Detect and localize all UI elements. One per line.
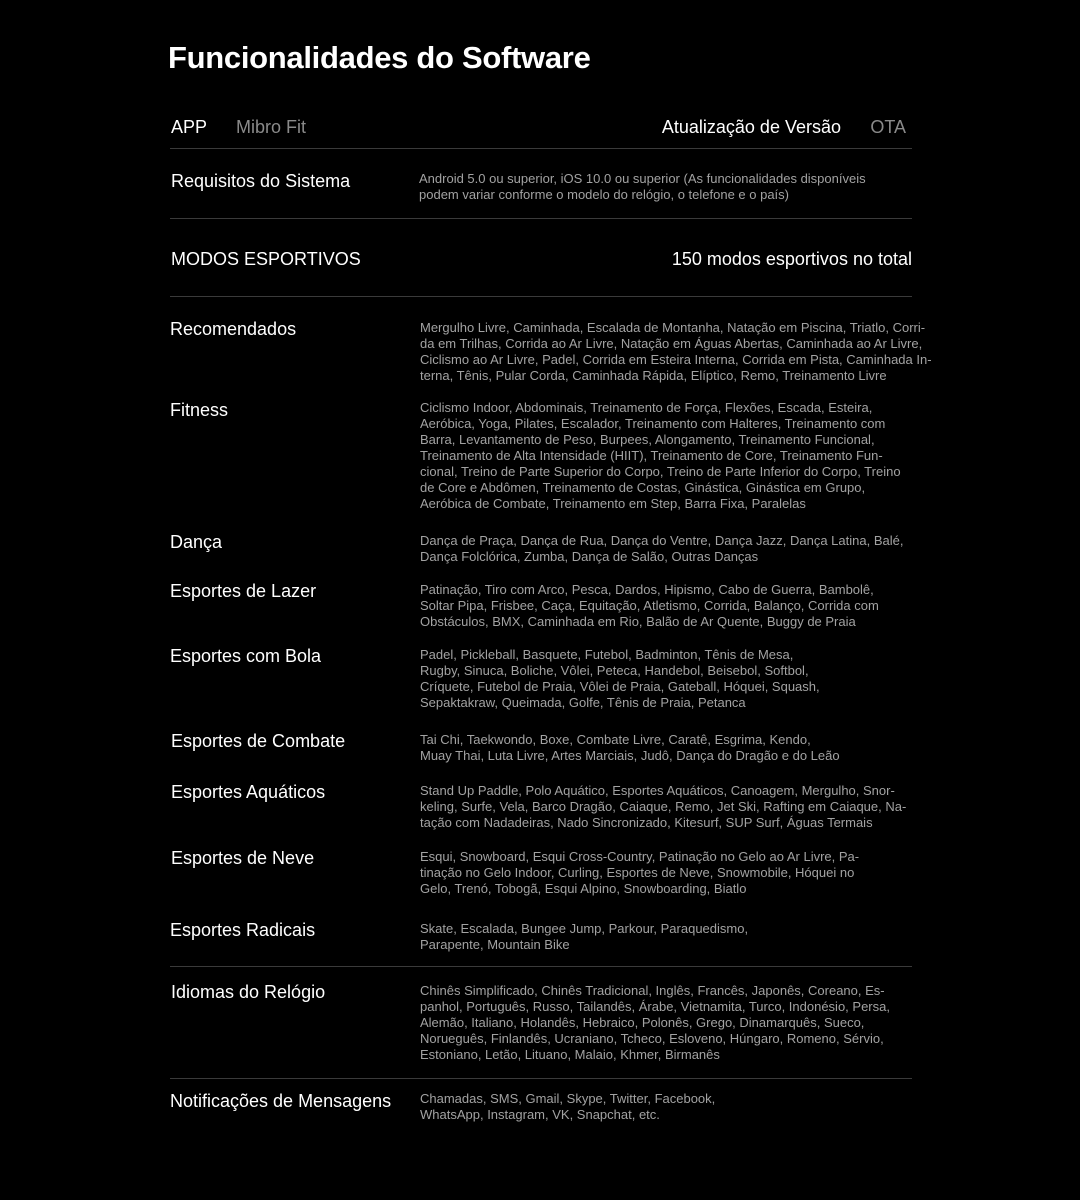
system-requirements-label: Requisitos do Sistema [171,171,351,191]
category-name-lazer: Esportes de Lazer [170,581,317,601]
divider [170,296,912,297]
languages-value: Chinês Simplificado, Chinês Tradicional, Inglês, Francês, Japonês, Coreano, Es- panhol, Português, Russo, Tailandês, Árabe, Vietnamita, Turco, Indonésio, Persa, Alemão, Italiano, Holandês, Hebraico, Polonês, Grego, Dinamarquês, Sueco, Norueguês, Finlandês, Ucraniano, Tcheco, Esloveno, Húngaro, Romeno, Sérvio, Estoniano, Letão, Lituano, Malaio, Khmer, Birmanês [420,983,890,1062]
category-items-lazer: Patinação, Tiro com Arco, Pesca, Dardos, Hipismo, Cabo de Guerra, Bambolê, Soltar Pipa, Frisbee, Caça, Equitação, Atletismo, Corrida, Balanço, Corrida com Obstáculos, BMX, Caminhada em Rio, Balão de Ar Quente, Buggy de Praia [420,582,879,629]
app-name: Mibro Fit [236,117,307,137]
category-items-neve: Esqui, Snowboard, Esqui Cross-Country, Patinação no Gelo ao Ar Livre, Pa- tinação no Gelo Indoor, Curling, Esportes de Neve, Snowmobile, Hóquei no Gelo, Trenó, Tobogã, Esqui Alpino, Snowboarding, Biatlo [420,849,860,896]
category-items-aquaticos: Stand Up Paddle, Polo Aquático, Esportes Aquáticos, Canoagem, Mergulho, Snor- keling, Surfe, Vela, Barco Dragão, Caiaque, Remo, Jet Ski, Rafting em Caiaque, Na- tação com Nadadeiras, Nado Sincronizado, Kitesurf, SUP Surf, Águas Termais [420,783,907,830]
category-name-bola: Esportes com Bola [170,646,322,666]
category-name-danca: Dança [170,532,223,552]
notifications-value: Chamadas, SMS, Gmail, Skype, Twitter, Facebook, WhatsApp, Instagram, VK, Snapchat, etc. [420,1091,716,1122]
version-update-value: OTA [870,117,906,137]
app-label: APP [171,117,208,137]
page-title: Funcionalidades do Software [168,40,591,75]
divider [170,1078,912,1079]
sport-modes-label: MODOS ESPORTIVOS [171,249,361,269]
category-name-fitness: Fitness [170,400,229,420]
languages-label: Idiomas do Relógio [171,982,326,1002]
category-name-recomendados: Recomendados [170,319,297,339]
sport-modes-total: 150 modos esportivos no total [671,249,912,269]
category-items-bola: Padel, Pickleball, Basquete, Futebol, Badminton, Tênis de Mesa, Rugby, Sinuca, Boliche, Vôlei, Peteca, Handebol, Beisebol, Softbol, Críquete, Futebol de Praia, Vôlei de Praia, Gateball, Hóquei, Squash, Sepaktakraw, Queimada, Golfe, Tênis de Praia, Petanca [420,647,820,710]
category-items-radicais: Skate, Escalada, Bungee Jump, Parkour, Paraquedismo, Parapente, Mountain Bike [420,921,749,952]
category-items-danca: Dança de Praça, Dança de Rua, Dança do Ventre, Dança Jazz, Dança Latina, Balé, Dança Folclórica, Zumba, Dança de Salão, Outras Danças [420,533,904,564]
divider [170,148,912,149]
divider [170,966,912,967]
notifications-label: Notificações de Mensagens [170,1091,392,1111]
version-update-label: Atualização de Versão [661,117,841,137]
category-name-aquaticos: Esportes Aquáticos [171,782,326,802]
category-name-neve: Esportes de Neve [171,848,315,868]
category-items-fitness: Ciclismo Indoor, Abdominais, Treinamento de Força, Flexões, Escada, Esteira, Aeróbica, Yoga, Pilates, Escalador, Treinamento com Halteres, Treinamento com Barra, Levantamento de Peso, Burpees, Alongamento, Treinamento Funcional, Treinamento de Alta Intensidade (HIIT), Treinamento de Core, Treinamento Fun- cional, Treino de Parte Superior do Corpo, Treino de Parte Inferior do Corpo, Treino de Core e Abdômen, Treinamento de Costas, Ginástica, Ginástica em Grupo, Aeróbica de Combate, Treinamento em Step, Barra Fixa, Paralelas [420,400,901,511]
category-name-radicais: Esportes Radicais [170,920,316,940]
divider [170,218,912,219]
category-name-combate: Esportes de Combate [171,731,346,751]
category-items-combate: Tai Chi, Taekwondo, Boxe, Combate Livre, Caratê, Esgrima, Kendo, Muay Thai, Luta Livre, Artes Marciais, Judô, Dança do Dragão e do Leão [420,732,840,763]
category-items-recomendados: Mergulho Livre, Caminhada, Escalada de Montanha, Natação em Piscina, Triatlo, Corri- da em Trilhas, Corrida ao Ar Livre, Natação em Águas Abertas, Caminhada ao Ar Livre, Ciclismo ao Ar Livre, Padel, Corrida em Esteira Interna, Corrida em Pista, Caminhada In- terna, Tênis, Pular Corda, Caminhada Rápida, Elíptico, Remo, Treinamento Livre [420,320,932,383]
system-requirements-value: Android 5.0 ou superior, iOS 10.0 ou superior (As funcionalidades disponíveis podem variar conforme o modelo do relógio, o telefone e o país) [419,171,866,202]
